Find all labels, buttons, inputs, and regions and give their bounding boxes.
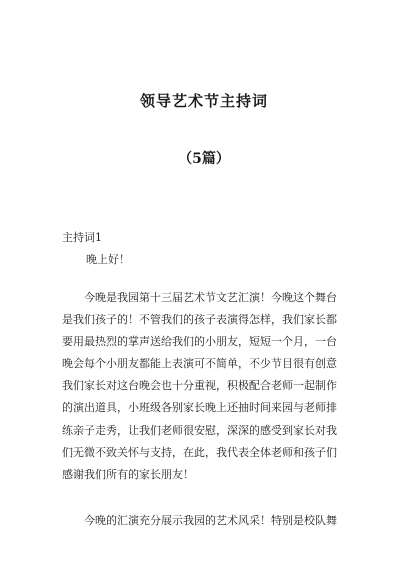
paragraph-line: 要用最热烈的掌声送给我们的小朋友，短短一个月，一台 (62, 335, 337, 349)
document-subtitle: （5篇） (178, 151, 230, 167)
body-paragraph-1 (62, 287, 350, 486)
body-paragraph-2 (62, 510, 350, 532)
paragraph-line: 今晚是我园第十三届艺术节文艺汇演！今晚这个舞台 (84, 291, 337, 304)
paragraph-line: 感谢我们所有的家长朋友！ (62, 467, 194, 481)
section-heading: 主持词1 (62, 231, 102, 244)
paragraph-line: 我们家长对这台晚会也十分重视，积极配合老师一起制作 (62, 379, 337, 393)
paragraph-line: 们无微不致关怀与支持，在此，我代表全体老师和孩子们 (62, 445, 337, 459)
paragraph-line: 今晚的汇演充分展示我园的艺术风采！特别是校队舞 (84, 514, 337, 527)
greeting-line: 晚上好！ (86, 253, 130, 266)
document-title: 领导艺术节主持词 (139, 92, 268, 110)
paragraph-line: 练亲子走秀，让我们老师很安慰，深深的感受到家长对我 (62, 423, 337, 437)
paragraph-line: 的演出道具，小班级各别家长晚上还抽时间来园与老师排 (62, 401, 337, 415)
paragraph-line: 晚会每个小朋友都能上表演可不简单，不少节目很有创意 (62, 357, 337, 371)
paragraph-line: 是我们孩子的！不管我们的孩子表演得怎样，我们家长都 (62, 313, 337, 327)
